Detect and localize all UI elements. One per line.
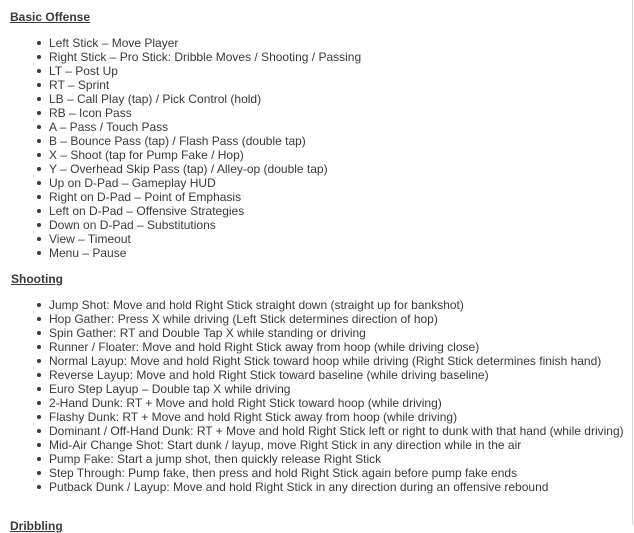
list-item: Right on D-Pad – Point of Emphasis [36, 190, 626, 204]
list-item: Euro Step Layup – Double tap X while driving [36, 382, 626, 396]
list-item: Down on D-Pad – Substitutions [36, 218, 626, 232]
list-item: LB – Call Play (tap) / Pick Control (hold) [36, 92, 626, 106]
list-item: A – Pass / Touch Pass [36, 120, 626, 134]
list-item: LT – Post Up [36, 64, 626, 78]
list-item: Dominant / Off-Hand Dunk: RT + Move and hold Right Stick left or right to dunk with that hand (while driving) [36, 424, 626, 438]
list-item: Jump Shot: Move and hold Right Stick straight down (straight up for bankshot) [36, 298, 626, 312]
list-item: View – Timeout [36, 232, 626, 246]
list-item: 2-Hand Dunk: RT + Move and hold Right Stick toward hoop (while driving) [36, 396, 626, 410]
list-item: Normal Layup: Move and hold Right Stick toward hoop while driving (Right Stick determines finish hand) [36, 354, 626, 368]
basic-offense-list [36, 36, 626, 260]
list-item: Left Stick – Move Player [36, 36, 626, 50]
section-heading-shooting: Shooting [11, 272, 63, 286]
list-item: RT – Sprint [36, 78, 626, 92]
list-item: Runner / Floater: Move and hold Right Stick away from hoop (while driving close) [36, 340, 626, 354]
list-item: Pump Fake: Start a jump shot, then quickly release Right Stick [36, 452, 626, 466]
list-item: B – Bounce Pass (tap) / Flash Pass (double tap) [36, 134, 626, 148]
shooting-list [36, 298, 626, 494]
list-item: Right Stick – Pro Stick: Dribble Moves / Shooting / Passing [36, 50, 626, 64]
list-item: Reverse Layup: Move and hold Right Stick toward baseline (while driving baseline) [36, 368, 626, 382]
section-heading-dribbling: Dribbling [10, 519, 63, 533]
list-item: X – Shoot (tap for Pump Fake / Hop) [36, 148, 626, 162]
list-item: Up on D-Pad – Gameplay HUD [36, 176, 626, 190]
list-item: Menu – Pause [36, 246, 626, 260]
list-item: Flashy Dunk: RT + Move and hold Right Stick away from hoop (while driving) [36, 410, 626, 424]
section-heading-basic-offense: Basic Offense [10, 10, 91, 24]
list-item: Step Through: Pump fake, then press and hold Right Stick again before pump fake ends [36, 466, 626, 480]
list-item: Left on D-Pad – Offensive Strategies [36, 204, 626, 218]
list-item: Putback Dunk / Layup: Move and hold Right Stick in any direction during an offensive rebound [36, 480, 626, 494]
list-item: RB – Icon Pass [36, 106, 626, 120]
list-item: Hop Gather: Press X while driving (Left Stick determines direction of hop) [36, 312, 626, 326]
list-item: Y – Overhead Skip Pass (tap) / Alley-op (double tap) [36, 162, 626, 176]
list-item: Spin Gather: RT and Double Tap X while standing or driving [36, 326, 626, 340]
list-item: Mid-Air Change Shot: Start dunk / layup, move Right Stick in any direction while in the air [36, 438, 626, 452]
